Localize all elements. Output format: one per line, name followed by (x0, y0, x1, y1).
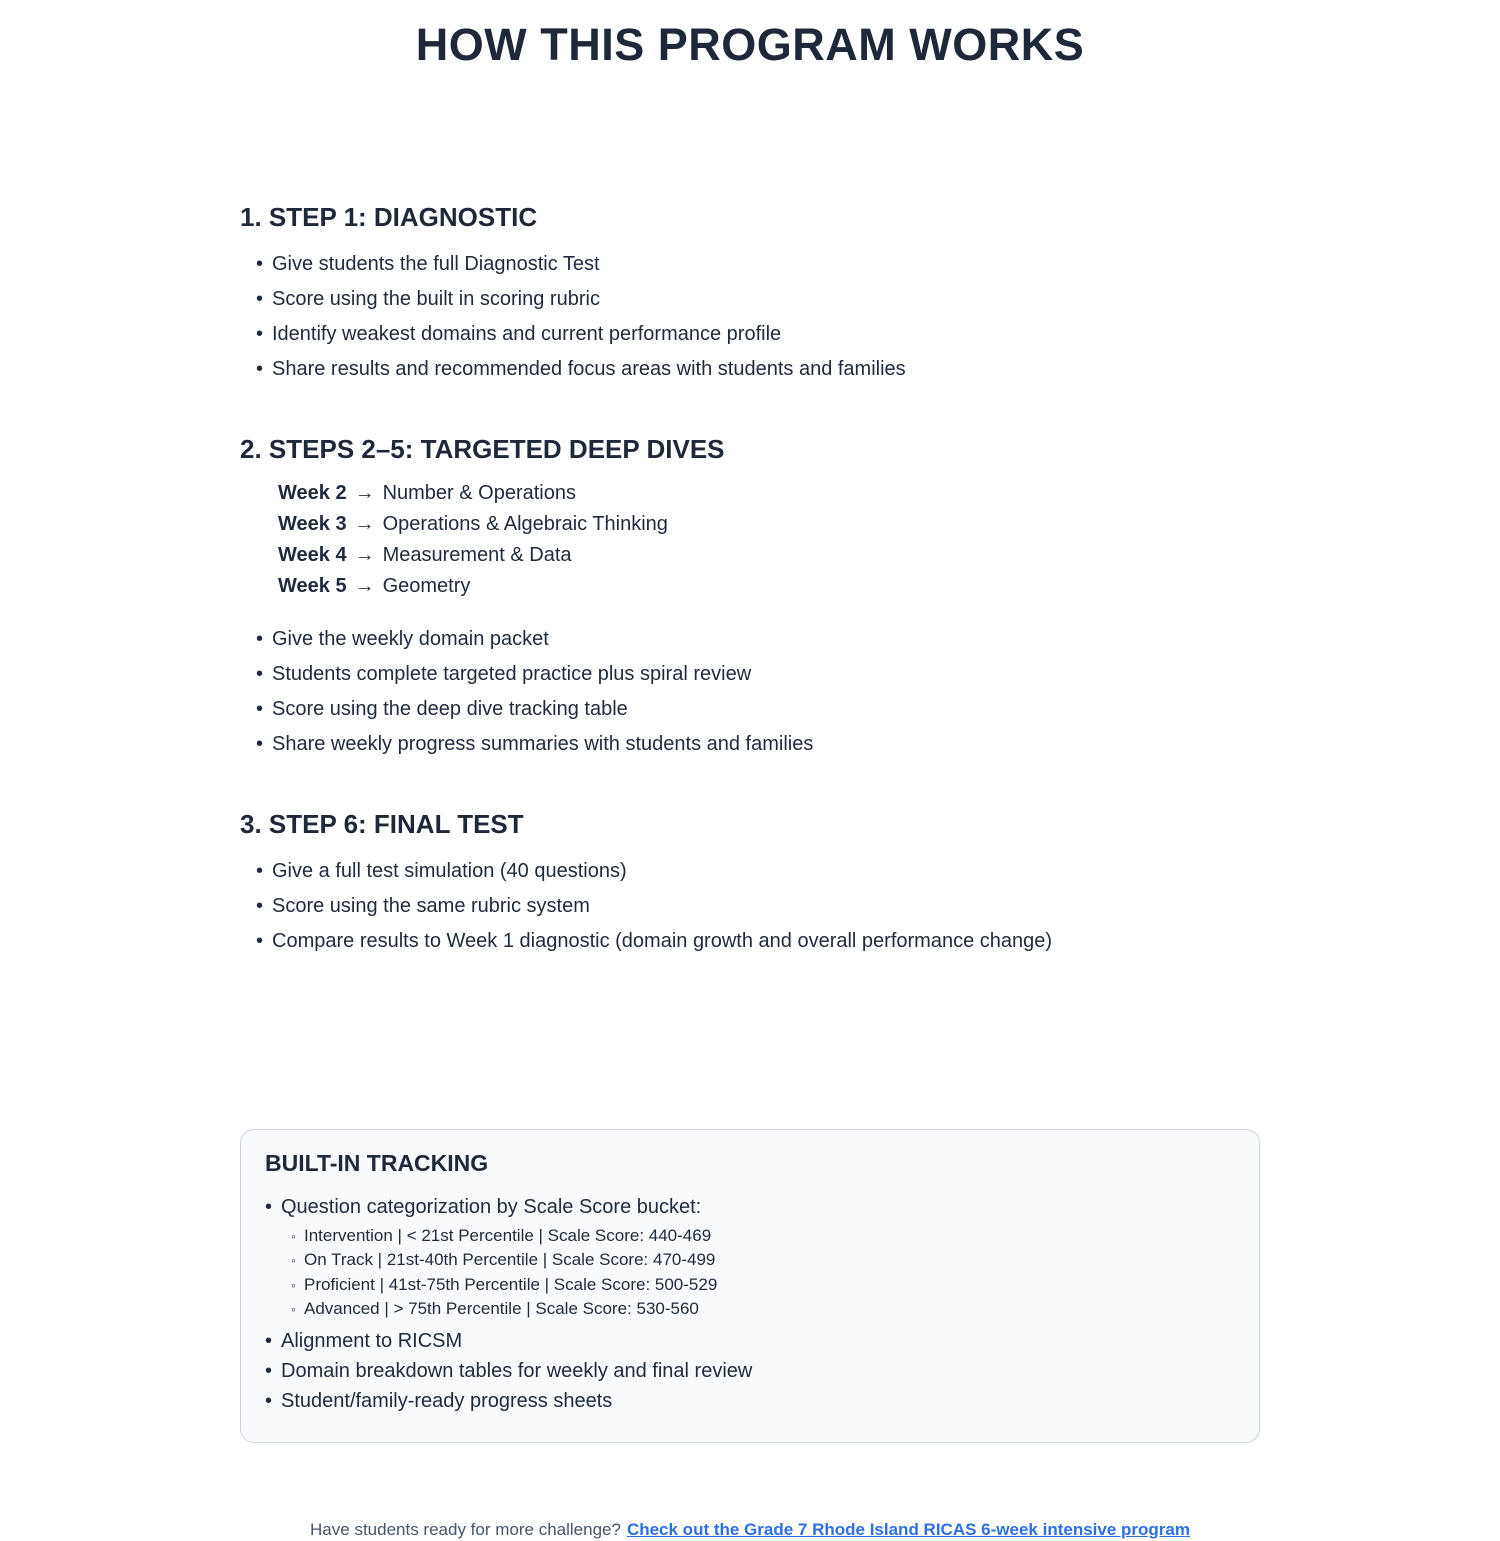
section-heading: 3. STEP 6: FINAL TEST (240, 808, 524, 839)
week-label: Week 5 (278, 574, 347, 597)
section-steps-2-5-deep-dives (240, 435, 1260, 762)
page-title: HOW THIS PROGRAM WORKS (415, 19, 1085, 70)
sub-bullet-item (291, 1224, 1235, 1249)
section-heading: 1. STEP 1: DIAGNOSTIC (240, 201, 538, 232)
bullet-text: Domain breakdown tables for weekly and final review (281, 1359, 753, 1382)
bullet-text: Score using the deep dive tracking table (272, 697, 628, 720)
bullet-icon: • (256, 732, 264, 755)
bullet-text: Identify weakest domains and current performance profile (272, 323, 782, 346)
bullet-icon: • (256, 253, 264, 276)
week-line (278, 478, 1260, 509)
page-footer (0, 1519, 1500, 1541)
week-topic: Operations & Algebraic Thinking (382, 512, 668, 535)
sub-bullet-icon: ◦ (291, 1227, 296, 1244)
bullet-list (240, 854, 1260, 959)
week-line (278, 540, 1260, 571)
tracking-box-title: BUILT-IN TRACKING (265, 1150, 489, 1177)
bullet-icon: • (256, 860, 264, 883)
bullet-icon: • (256, 895, 264, 918)
right-arrow-icon: → (354, 543, 375, 566)
week-topic: Geometry (382, 574, 471, 597)
bullet-icon: • (256, 323, 264, 346)
week-line (278, 571, 1260, 602)
bullet-item (256, 692, 1260, 727)
sub-bullet-item (291, 1273, 1235, 1298)
bullet-item (256, 727, 1260, 762)
bullet-icon: • (256, 358, 264, 381)
bullet-item (256, 247, 1260, 282)
bullet-icon: • (265, 1329, 273, 1352)
bullet-item (265, 1356, 1235, 1386)
sub-bullet-item (291, 1297, 1235, 1322)
section-step-6-final-test (240, 810, 1260, 960)
sub-bullet-item (291, 1248, 1235, 1273)
week-topic: Measurement & Data (382, 543, 572, 566)
bullet-icon: • (265, 1195, 273, 1218)
right-arrow-icon: → (354, 574, 375, 597)
sub-bullet-text: On Track | 21st-40th Percentile | Scale Score: 470-499 (304, 1250, 716, 1270)
bullet-text: Give the weekly domain packet (272, 627, 549, 650)
bullet-item (256, 924, 1260, 959)
sub-bullet-icon: ◦ (291, 1276, 296, 1293)
footer-prompt-text: Have students ready for more challenge? (310, 1519, 621, 1539)
section-step-1-diagnostic (240, 203, 1260, 388)
bullet-text: Share weekly progress summaries with students and families (272, 732, 814, 755)
bullet-item (256, 317, 1260, 352)
bullet-text: Share results and recommended focus areas with students and families (272, 358, 906, 381)
bullet-list (240, 247, 1260, 387)
bullet-item (256, 889, 1260, 924)
bullet-list (240, 622, 1260, 762)
bullet-text: Score using the built in scoring rubric (272, 288, 600, 311)
main-content (240, 203, 1260, 960)
right-arrow-icon: → (354, 512, 375, 535)
bullet-text: Compare results to Week 1 diagnostic (domain growth and overall performance change) (272, 930, 1053, 953)
sub-bullet-text: Intervention | < 21st Percentile | Scale Score: 440-469 (304, 1225, 712, 1245)
week-label: Week 3 (278, 512, 347, 535)
bullet-item (256, 657, 1260, 692)
bullet-text: Give students the full Diagnostic Test (272, 253, 600, 276)
grade-7-program-link[interactable]: Check out the Grade 7 Rhode Island RICAS 6-week intensive program (626, 1519, 1190, 1539)
right-arrow-icon: → (354, 481, 375, 504)
week-label: Week 2 (278, 481, 347, 504)
section-heading: 2. STEPS 2–5: TARGETED DEEP DIVES (240, 434, 725, 465)
bullet-item (256, 352, 1260, 387)
bullet-text: Student/family-ready progress sheets (281, 1389, 613, 1412)
bullet-text: Score using the same rubric system (272, 895, 590, 918)
bullet-text: Alignment to RICSM (281, 1329, 463, 1352)
built-in-tracking-box (240, 1129, 1260, 1443)
bullet-icon: • (265, 1359, 273, 1382)
bullet-text: Students complete targeted practice plus spiral review (272, 662, 752, 685)
bullet-icon: • (256, 627, 264, 650)
tracking-bullet-list (265, 1192, 1235, 1416)
week-topic: Number & Operations (382, 481, 576, 504)
bullet-icon: • (256, 288, 264, 311)
week-line (278, 509, 1260, 540)
bullet-icon: • (256, 697, 264, 720)
bullet-text: Question categorization by Scale Score bucket: (281, 1195, 702, 1218)
bullet-item (256, 622, 1260, 657)
sub-bullet-text: Proficient | 41st-75th Percentile | Scale Score: 500-529 (304, 1274, 718, 1294)
bullet-item (256, 854, 1260, 889)
sub-bullet-text: Advanced | > 75th Percentile | Scale Score: 530-560 (304, 1299, 699, 1319)
bullet-item (265, 1326, 1235, 1356)
bullet-item (265, 1386, 1235, 1416)
sub-bullet-icon: ◦ (291, 1252, 296, 1269)
scale-score-bucket-list (265, 1224, 1235, 1322)
sub-bullet-icon: ◦ (291, 1301, 296, 1318)
bullet-text: Give a full test simulation (40 questions) (272, 860, 627, 883)
week-schedule (240, 478, 1260, 602)
bullet-item (256, 282, 1260, 317)
bullet-icon: • (256, 930, 264, 953)
bullet-icon: • (265, 1389, 273, 1412)
week-label: Week 4 (278, 543, 347, 566)
bullet-item (265, 1192, 1235, 1322)
bullet-icon: • (256, 662, 264, 685)
